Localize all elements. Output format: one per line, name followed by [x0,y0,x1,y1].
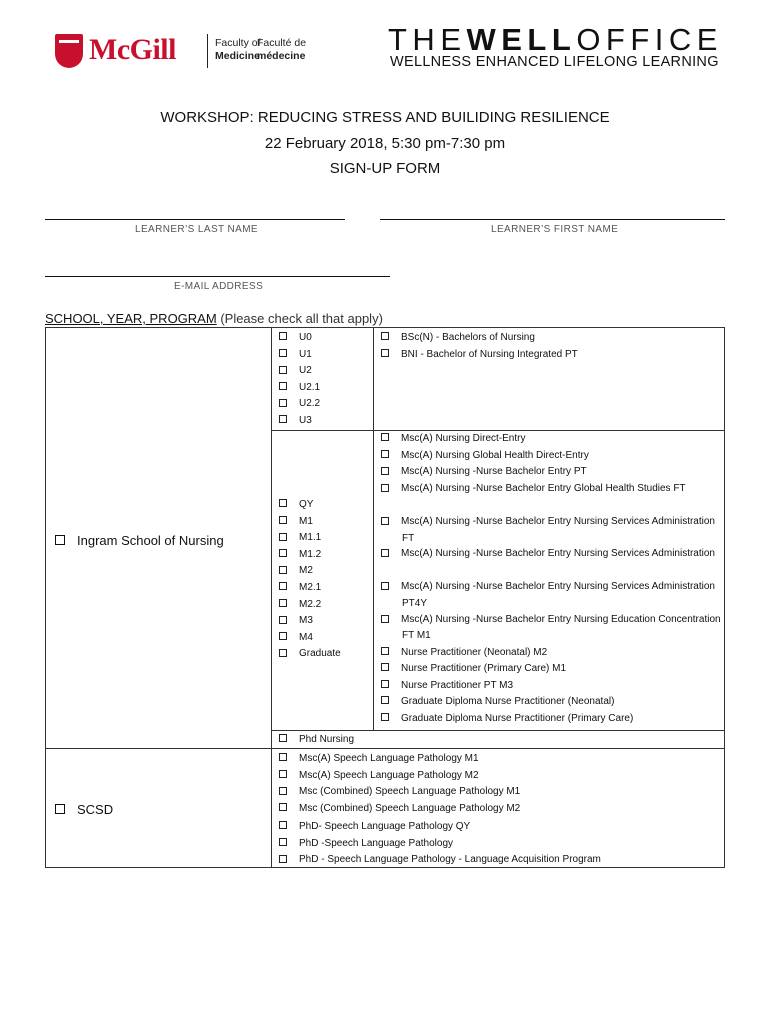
year-option[interactable] [279,396,320,413]
checkbox[interactable] [279,632,287,640]
checkbox[interactable] [55,535,65,545]
school-ingram-nursing-label: Ingram School of Nursing [77,533,224,548]
program-option[interactable] [381,678,513,695]
program-option[interactable] [381,481,737,498]
option-label: M4 [299,631,313,643]
option-label: M1.2 [299,548,322,560]
year-option[interactable] [279,613,313,630]
checkbox[interactable] [381,433,389,441]
program-option[interactable] [381,546,722,563]
option-label: U2 [299,365,312,377]
option-label: U2.2 [299,398,321,410]
option-label: M1.1 [299,532,322,544]
checkbox[interactable] [279,599,287,607]
checkbox[interactable] [279,855,287,863]
table-right-border [724,327,725,868]
option-label: Msc(A) Nursing -Nurse Bachelor Entry Nursing Services Administration FT [401,516,715,544]
checkbox[interactable] [279,415,287,423]
year-option[interactable] [279,514,313,531]
option-label: Graduate Diploma Nurse Practitioner (Neonatal) [401,696,615,707]
option-label: BSc(N) - Bachelors of Nursing [401,332,535,343]
program-option[interactable] [279,836,453,853]
year-option[interactable] [279,363,312,380]
checkbox[interactable] [279,616,287,624]
checkbox[interactable] [279,499,287,507]
option-label: Msc(A) Speech Language Pathology M1 [299,753,479,764]
option-label: Nurse Practitioner PT M3 [401,679,514,691]
option-label: Msc(A) Nursing Global Health Direct-Entry [401,449,589,461]
checkbox[interactable] [381,696,389,704]
section-heading-text: SCHOOL, YEAR, PROGRAM [45,311,217,326]
logo-divider [207,34,208,68]
program-option[interactable] [279,751,479,768]
checkbox[interactable] [279,566,287,574]
checkbox[interactable] [279,533,287,541]
year-option[interactable] [279,597,321,614]
program-option[interactable] [381,431,525,448]
year-option[interactable] [279,330,312,347]
checkbox[interactable] [279,516,287,524]
checkbox[interactable] [381,349,389,357]
checkbox[interactable] [279,838,287,846]
year-option[interactable] [279,547,321,564]
option-label: PhD -Speech Language Pathology [299,837,454,849]
checkbox[interactable] [55,804,65,814]
checkbox[interactable] [381,663,389,671]
program-option[interactable] [279,819,470,836]
program-option[interactable] [381,330,535,347]
first-name-field[interactable] [380,219,725,220]
program-option[interactable] [381,612,722,645]
faculty-fr-line2: médecine [257,50,306,62]
section-hint: (Please check all that apply) [220,311,383,326]
checkbox[interactable] [381,467,389,475]
checkbox[interactable] [279,649,287,657]
option-label: PhD- Speech Language Pathology QY [299,821,471,832]
faculty-fr [257,37,306,63]
checkbox[interactable] [381,713,389,721]
school-scsd[interactable] [55,802,113,817]
table-top-border [45,327,725,328]
option-label: PhD - Speech Language Pathology - Language Acquisition Program [299,854,601,866]
workshop-title: WORKSHOP: REDUCING STRESS AND BUILIDING RESILIENCE [160,109,610,126]
checkbox[interactable] [279,753,287,761]
option-label: M2.1 [299,582,322,593]
program-option[interactable] [381,711,633,728]
program-option[interactable] [381,645,547,662]
program-option[interactable] [381,694,614,711]
checkbox[interactable] [279,803,287,811]
section-heading [45,311,383,326]
checkbox[interactable] [381,582,389,590]
option-label: Msc(A) Nursing -Nurse Bachelor Entry Global Health Studies FT [401,482,686,494]
email-field[interactable] [45,276,390,277]
checkbox[interactable] [279,770,287,778]
option-label: Msc(A) Nursing Direct-Entry [401,433,526,444]
checkbox[interactable] [381,549,389,557]
last-name-label: LEARNER’S LAST NAME [135,224,259,235]
table-scsd-divider [45,748,725,749]
program-option[interactable] [381,347,578,364]
mcgill-shield-icon [55,34,83,68]
program-option[interactable] [381,661,566,678]
workshop-date: 22 February 2018, 5:30 pm-7:30 pm [264,135,506,152]
checkbox[interactable] [279,399,287,407]
faculty-en-line2: Medicine [215,50,260,62]
first-name-label: LEARNER’S FIRST NAME [491,224,619,235]
email-label: E-MAIL ADDRESS [174,281,264,292]
checkbox[interactable] [381,647,389,655]
year-option[interactable] [279,347,312,364]
school-scsd-label: SCSD [77,802,114,817]
option-label: Graduate Diploma Nurse Practitioner (Primary Care) [401,712,634,724]
year-option[interactable] [279,380,320,397]
checkbox[interactable] [279,821,287,829]
option-label: U1 [299,348,312,360]
checkbox[interactable] [279,734,287,742]
checkbox[interactable] [279,549,287,557]
option-label: M2.2 [299,598,322,610]
option-label: Graduate [299,648,341,660]
table-left-border [45,327,46,868]
year-option[interactable] [279,580,321,597]
option-label: Msc(A) Nursing -Nurse Bachelor Entry Nursing Education Concentration FT M1 [401,613,721,642]
option-label: U2.1 [299,381,321,393]
school-ingram-nursing[interactable] [55,533,224,548]
checkbox[interactable] [279,349,287,357]
option-label: M1 [299,515,313,527]
last-name-field[interactable] [45,219,345,220]
program-option[interactable] [279,732,354,749]
well-office-logo [388,22,723,72]
well-office-title: THEWELLOFFICE [388,22,723,57]
option-label: Msc (Combined) Speech Language Pathology M1 [299,786,521,798]
year-option[interactable] [279,646,341,663]
mcgill-wordmark: McGill [89,33,176,66]
option-label: Nurse Practitioner (Neonatal) M2 [401,646,548,658]
checkbox[interactable] [381,484,389,492]
well-office-tagline: WELLNESS ENHANCED LIFELONG LEARNING [390,54,719,70]
checkbox[interactable] [381,615,389,623]
option-label: Msc(A) Nursing -Nurse Bachelor Entry Nursing Services Administration [401,548,715,559]
program-option[interactable] [381,579,722,612]
option-label: Msc(A) Nursing -Nurse Bachelor Entry Nursing Services Administration PT4Y [401,581,715,609]
year-option[interactable] [279,563,313,580]
checkbox[interactable] [381,332,389,340]
checkbox[interactable] [381,450,389,458]
program-option[interactable] [381,448,589,465]
option-label: QY [299,499,314,510]
checkbox[interactable] [279,366,287,374]
table-school-divider [271,327,272,868]
program-option[interactable] [279,784,520,801]
year-option[interactable] [279,413,312,430]
year-option[interactable] [279,497,313,514]
option-label: Nurse Practitioner (Primary Care) M1 [401,663,567,674]
year-option[interactable] [279,630,313,647]
year-option[interactable] [279,530,321,547]
option-label: M3 [299,615,313,627]
checkbox[interactable] [381,517,389,525]
program-option[interactable] [381,514,722,547]
checkbox[interactable] [381,680,389,688]
program-option[interactable] [381,464,587,481]
faculty-en [215,37,261,63]
option-label: Phd Nursing [299,733,355,745]
option-label: Msc(A) Speech Language Pathology M2 [299,769,479,781]
mcgill-logo [55,28,315,76]
option-label: M2 [299,565,313,577]
checkbox[interactable] [279,332,287,340]
table-year-divider [373,327,374,730]
option-label: Msc (Combined) Speech Language Pathology M2 [299,802,521,814]
option-label: U0 [299,332,312,343]
checkbox[interactable] [279,382,287,390]
checkbox[interactable] [279,582,287,590]
checkbox[interactable] [279,787,287,795]
program-option[interactable] [279,852,601,869]
form-title: SIGN-UP FORM [329,160,441,177]
program-option[interactable] [279,801,520,818]
option-label: U3 [299,415,312,426]
faculty-fr-line1: Faculté de [257,37,307,49]
option-label: BNI - Bachelor of Nursing Integrated PT [401,348,578,360]
program-option[interactable] [279,768,479,785]
faculty-en-line1: Faculty of [215,37,261,49]
option-label: Msc(A) Nursing -Nurse Bachelor Entry PT [401,466,587,478]
